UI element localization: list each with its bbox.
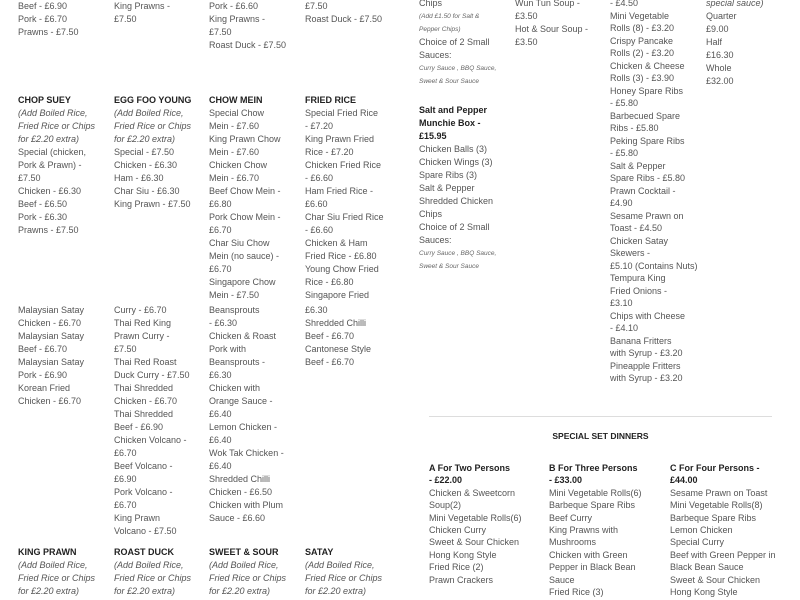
menu-item-line: Chicken - £6.70 [18,396,82,406]
menu-item-line: £7.50 [114,14,137,24]
menu-item-line: £4.90 [610,198,633,208]
menu-item-line: Sesame Prawn on [610,210,684,221]
section-heading: - £33.00 [549,475,583,486]
menu-item-line: Beansprouts - [209,357,266,367]
chop-suey-section [18,94,112,237]
menu-item-line: Mein - £7.60 [209,147,260,157]
set-dinner-c [670,462,788,598]
menu-item-line: Beef - £6.90 [114,422,164,432]
set-dinners-title: SPECIAL SET DINNERS [552,431,649,441]
menu-note: for £2.20 extra) [18,586,80,596]
section-heading: Salt and Pepper [419,105,488,115]
menu-item-line: Prawn Curry - [114,331,170,341]
menu-item-line: Chicken - £6.70 [18,318,82,328]
menu-item-line: Crispy Pancake [610,35,674,46]
menu-item-line: Whole [706,63,732,73]
menu-item-line: Chicken with [209,383,261,393]
menu-item-line: Mushrooms [549,537,597,548]
menu-item-line: Duck Curry - £7.50 [114,370,190,380]
menu-item-line: King Prawn - £7.50 [114,199,191,209]
menu-item-line: Pork Volcano - [114,487,173,497]
menu-item-line: Ribs - £5.80 [610,123,659,133]
menu-item-line: Spare Ribs - £5.80 [610,173,686,183]
menu-item-line: £9.00 [706,24,729,34]
menu-item-line: Hong Kong Style [670,586,738,597]
menu-note: Sweet & Sour Sauce [419,263,479,270]
menu-item-line: - £4.50 [610,0,639,8]
menu-item-line: Singapore Chow [209,277,276,287]
menu-item-line: £6.30 [305,305,328,315]
menu-note: (Add Boiled Rice, [114,560,184,570]
menu-item-line: Banana Fritters [610,335,672,346]
menu-item-line: £6.40 [209,435,232,445]
menu-item-line: Korean Fried [18,383,71,393]
menu-item-line: Malaysian Satay [18,357,85,367]
satay-section [305,546,399,598]
crispy-duck-column [706,0,800,88]
menu-item-line: Char Siu - £6.30 [114,186,180,196]
menu-item-line: Char Siu Fried Rice [305,212,384,222]
section-heading: B For Three Persons [549,463,638,473]
menu-item-line: Mein (no sauce) - [209,251,280,261]
menu-item-line: Thai Shredded [114,409,174,419]
section-heading: CHOP SUEY [18,95,71,105]
menu-item-line: £6.40 [209,461,232,471]
menu-item-line: with Syrup - £3.20 [610,348,683,358]
menu-item-line: Chicken & Cheese [610,60,685,71]
menu-note: for £2.20 extra) [18,134,80,144]
menu-item-line: Mein - £6.70 [209,173,260,183]
section-heading: EGG FOO YOUNG [114,95,192,105]
menu-item-line: King Prawn Chow [209,134,281,144]
menu-item-line: Shredded Chilli [305,318,367,328]
menu-item-line: Thai Red King [114,318,172,328]
menu-note: (Add Boiled Rice, [209,560,279,570]
menu-item-line: - £6.60 [305,173,334,183]
menu-item-line: Choice of 2 Small [419,222,490,232]
menu-item-line: Skewers - [610,248,651,258]
menu-item-line: Lemon Chicken [670,524,733,535]
menu-item-line: Chicken & Ham [305,238,368,248]
menu-item-line: with Syrup - £3.20 [610,373,683,383]
menu-item-line: Curry - £6.70 [114,305,167,315]
menu-item-line: Toast - £4.50 [610,223,663,233]
menu-item-line: Mein - £7.60 [209,121,260,131]
menu-item-line: - £6.60 [305,225,334,235]
menu-item-line: Pineapple Fritters [610,360,681,371]
menu-item-line: £6.70 [114,448,137,458]
menu-item-line: £6.80 [209,199,232,209]
menu-item-line: Shredded Chilli [209,474,271,484]
menu-item-line: Chicken Curry [429,524,487,535]
menu-item-line: Ham - £6.30 [114,173,164,183]
menu-note: for £2.20 extra) [209,586,271,596]
menu-item-line: Roast Duck - £7.50 [305,14,383,24]
menu-item-line: Tempura King [610,273,666,283]
menu-item-line: Pork - £6.30 [18,212,68,222]
menu-item-line: £3.50 [515,11,538,21]
munchie-box-column [419,0,513,88]
menu-item-line: Rice - £6.80 [305,277,354,287]
menu-item-line: Pork with [209,344,247,354]
salt-pepper-munchie-box [419,104,513,273]
menu-item-line: Malaysian Satay [18,331,85,341]
menu-item-line: £3.50 [515,37,538,47]
menu-item-line: Chips [419,0,443,8]
menu-note: Curry Sauce , BBQ Sauce, [419,250,497,257]
menu-item-line: Wok Tak Chicken - [209,448,284,458]
beef-dishes-column [305,304,399,369]
menu-item-line: King Prawn Fried [305,134,375,144]
menu-item-line: Beef - £6.70 [305,357,355,367]
menu-item-line: £6.70 [114,500,137,510]
chicken-dishes-column [209,304,303,525]
menu-item-line: Special Chow [209,108,265,118]
menu-item-line: Orange Sauce - [209,396,273,406]
menu-item-line: Young Chow Fried [305,264,379,274]
menu-item-line: £6.40 [209,409,232,419]
menu-item-line: Mini Vegetable Rolls(8) [670,500,763,511]
menu-item-line: Hot & Sour Soup - [515,24,589,34]
menu-item-line: Sweet & Sour Chicken [429,537,520,548]
sweet-sour-section [209,546,303,598]
menu-note: Fried Rice or Chips [18,573,96,583]
menu-item-line: Pork - £6.70 [18,14,68,24]
menu-item-line: Chicken with Plum [209,500,284,510]
menu-item-line: Chips [419,209,443,219]
menu-item-line: - £5.80 [610,148,639,158]
menu-item-line: Chicken Fried Rice [305,160,382,170]
set-dinner-a [429,462,547,586]
menu-item-line: Pork & Prawn) - [18,160,82,170]
menu-item-line: Rolls (3) - £3.90 [610,73,675,83]
menu-item-line: - £6.30 [209,318,238,328]
menu-row-king-prawn [0,546,400,600]
egg-foo-young-section [114,94,208,211]
section-heading: CHOW MEIN [209,95,263,105]
curry-column [114,304,208,538]
menu-item-line: Special Curry [670,537,725,548]
menu-note: (Add £1.50 for Salt & [419,13,480,20]
section-heading: FRIED RICE [305,95,357,105]
menu-item-line: Peking Spare Ribs [610,135,685,146]
menu-item-line: Thai Red Roast [114,357,177,367]
section-heading: £15.95 [419,131,447,141]
menu-item-line: £6.60 [305,199,328,209]
menu-note: for £2.20 extra) [114,586,176,596]
section-heading: - £22.00 [429,475,463,486]
menu-item-line: Special - £7.50 [114,147,175,157]
menu-item-line: Ham Fried Rice - [305,186,374,196]
menu-item-line: Beansprouts [209,305,260,315]
menu-item-line: Black Bean Sauce [670,562,744,573]
menu-item-line: Chicken with Green [549,549,628,560]
menu-item-line: Sweet & Sour Chicken [670,574,761,585]
king-prawn-section [18,546,112,598]
menu-item-line: Fried Onions - [610,285,668,296]
menu-note: Fried Rice or Chips [209,573,287,583]
menu-item-line: - £5.80 [610,98,639,108]
menu-item-line: Volcano - £7.50 [114,526,177,536]
menu-item-line: Chicken - £6.30 [114,160,178,170]
menu-item-line: Salt & Pepper [610,160,666,171]
menu-item-line: Choice of 2 Small [419,37,490,47]
menu-item-line: £16.30 [706,50,734,60]
menu-item-line: Sauces: [419,50,452,60]
menu-item-line: Malaysian Satay [18,305,85,315]
menu-item-line: Beef Chow Mein - [209,186,281,196]
menu-item-line: Chicken - £6.70 [114,396,178,406]
menu-item-line: - £7.20 [305,121,334,131]
menu-item-line: - £4.10 [610,323,639,333]
menu-item-line: Special (chicken, [18,147,87,157]
menu-item-line: Barbeque Spare Ribs [670,512,757,523]
menu-item-line: Hong Kong Style [429,549,497,560]
menu-item-line: Salt & Pepper [419,183,475,193]
menu-item-line: Prawns - £7.50 [18,27,79,37]
menu-item-line: Beef Curry [549,512,593,523]
menu-item-line: Quarter [706,11,737,21]
menu-note: special sauce) [706,0,764,8]
menu-note: (Add Boiled Rice, [114,108,184,118]
starters-column [610,0,704,385]
menu-item-line: £6.70 [209,264,232,274]
menu-note: Fried Rice or Chips [114,573,192,583]
menu-note: (Add Boiled Rice, [18,560,88,570]
menu-item-line: £32.00 [706,76,734,86]
menu-item-line: Roast Duck - £7.50 [209,40,287,50]
menu-item-line: Pepper in Black Bean [549,562,636,573]
menu-item-line: King Prawns - [114,1,171,11]
menu-item-line: Chicken Volcano - [114,435,187,445]
menu-item-line: £5.10 (Contains Nuts) [610,260,698,271]
menu-note: Curry Sauce , BBQ Sauce, [419,65,497,72]
section-heading: C For Four Persons - [670,463,760,473]
menu-item-line: Pork Chow Mein - [209,212,281,222]
menu-item-line: Pork - £6.60 [209,1,259,11]
menu-item-line: Fried Rice (3) [549,586,604,597]
menu-item-line: Beef - £6.90 [18,1,68,11]
menu-item-line: Beef - £6.50 [18,199,68,209]
menu-item-line: Char Siu Chow [209,238,270,248]
menu-item-line: £7.50 [305,1,328,11]
menu-note: for £2.20 extra) [114,134,176,144]
menu-item-line: Pork - £6.90 [18,370,68,380]
menu-item-line: Prawn Cocktail - [610,185,676,196]
menu-item-line: Spare Ribs (3) [419,170,478,180]
section-heading: A For Two Persons [429,463,511,473]
menu-item-line: King Prawns - [209,14,266,24]
menu-row-curry [0,304,400,542]
menu-item-line: Half [706,37,723,47]
menu-item-line: Chicken Chow [209,160,268,170]
menu-row-chop-suey [0,0,400,303]
menu-item-line: Chicken & Sweetcorn [429,487,516,498]
menu-item-line: Chicken Balls (3) [419,144,488,154]
menu-item-line: Chicken & Roast [209,331,277,341]
menu-item-line: Chicken - £6.30 [18,186,82,196]
menu-item-line: Barbeque Spare Ribs [549,500,636,511]
menu-item-line: Fried Rice (2) [429,562,484,573]
soups-column [515,0,609,49]
menu-item-line: Barbecued Spare [610,110,681,121]
fried-rice-section [305,94,399,302]
menu-item-line: Sauce - £6.60 [209,513,266,523]
chow-mein-section [209,94,303,302]
menu-item-line: Beef with Green Pepper in [670,549,776,560]
menu-note: Fried Rice or Chips [305,573,383,583]
menu-item-line: Chicken Satay [610,235,669,246]
menu-item-line: £7.50 [18,173,41,183]
section-heading: Munchie Box - [419,118,481,128]
menu-item-line: Shredded Chicken [419,196,494,206]
menu-note: Pepper Chips) [419,26,461,33]
menu-item-line: £6.90 [114,474,137,484]
menu-item-line: Mini Vegetable Rolls(6) [429,512,522,523]
section-heading: ROAST DUCK [114,547,174,557]
menu-item-line: Beef - £6.70 [305,331,355,341]
menu-item-line: Beef Volcano - [114,461,173,471]
menu-item-line: Chips with Cheese [610,310,686,321]
menu-item-line: Singapore Fried [305,290,370,300]
menu-note: (Add Boiled Rice, [305,560,375,570]
menu-item-line: Soup(2) [429,500,462,511]
section-divider [429,416,772,417]
section-heading: SATAY [305,547,334,557]
menu-note: Fried Rice or Chips [114,121,192,131]
menu-item-line: Beef - £6.70 [18,344,68,354]
menu-item-line: Prawn Crackers [429,574,494,585]
menu-item-line: Chicken Wings (3) [419,157,493,167]
menu-item-line: £3.10 [610,298,633,308]
menu-note: Fried Rice or Chips [18,121,96,131]
menu-item-line: £7.50 [209,27,232,37]
menu-note: (Add Boiled Rice, [18,108,88,118]
section-heading: KING PRAWN [18,547,77,557]
menu-item-line: £6.30 [209,370,232,380]
menu-item-line: Thai Shredded [114,383,174,393]
menu-item-line: Cantonese Style [305,344,372,354]
roast-duck-section [114,546,208,598]
menu-item-line: Mini Vegetable Rolls(6) [549,487,642,498]
menu-item-line: £6.70 [209,225,232,235]
menu-item-line: Chicken - £6.50 [209,487,273,497]
section-heading: £44.00 [670,475,698,486]
menu-item-line: Sesame Prawn on Toast [670,487,768,498]
menu-item-line: Mini Vegetable [610,10,670,21]
set-dinner-b [549,462,667,598]
menu-item-line: Rolls (8) - £3.20 [610,23,675,33]
menu-item-line: Fried Rice - £6.80 [305,251,377,261]
menu-item-line: Rolls (2) - £3.20 [610,48,675,58]
menu-item-line: Honey Spare Ribs [610,85,684,96]
menu-item-line: Lemon Chicken - [209,422,278,432]
menu-note: Sweet & Sour Sauce [419,78,479,85]
menu-item-line: Prawns - £7.50 [18,225,79,235]
menu-item-line: King Prawn [114,513,161,523]
satay-dishes-column [18,304,112,408]
menu-item-line: Wun Tun Soup - [515,0,580,8]
menu-note: for £2.20 extra) [305,586,367,596]
menu-item-line: Special Fried Rice [305,108,379,118]
menu-item-line: Rice - £7.20 [305,147,354,157]
menu-item-line: Mein - £7.50 [209,290,260,300]
menu-item-line: Sauce [549,574,575,585]
section-heading: SWEET & SOUR [209,547,279,557]
menu-item-line: Sauces: [419,235,452,245]
menu-item-line: £7.50 [114,344,137,354]
menu-item-line: King Prawns with [549,524,619,535]
